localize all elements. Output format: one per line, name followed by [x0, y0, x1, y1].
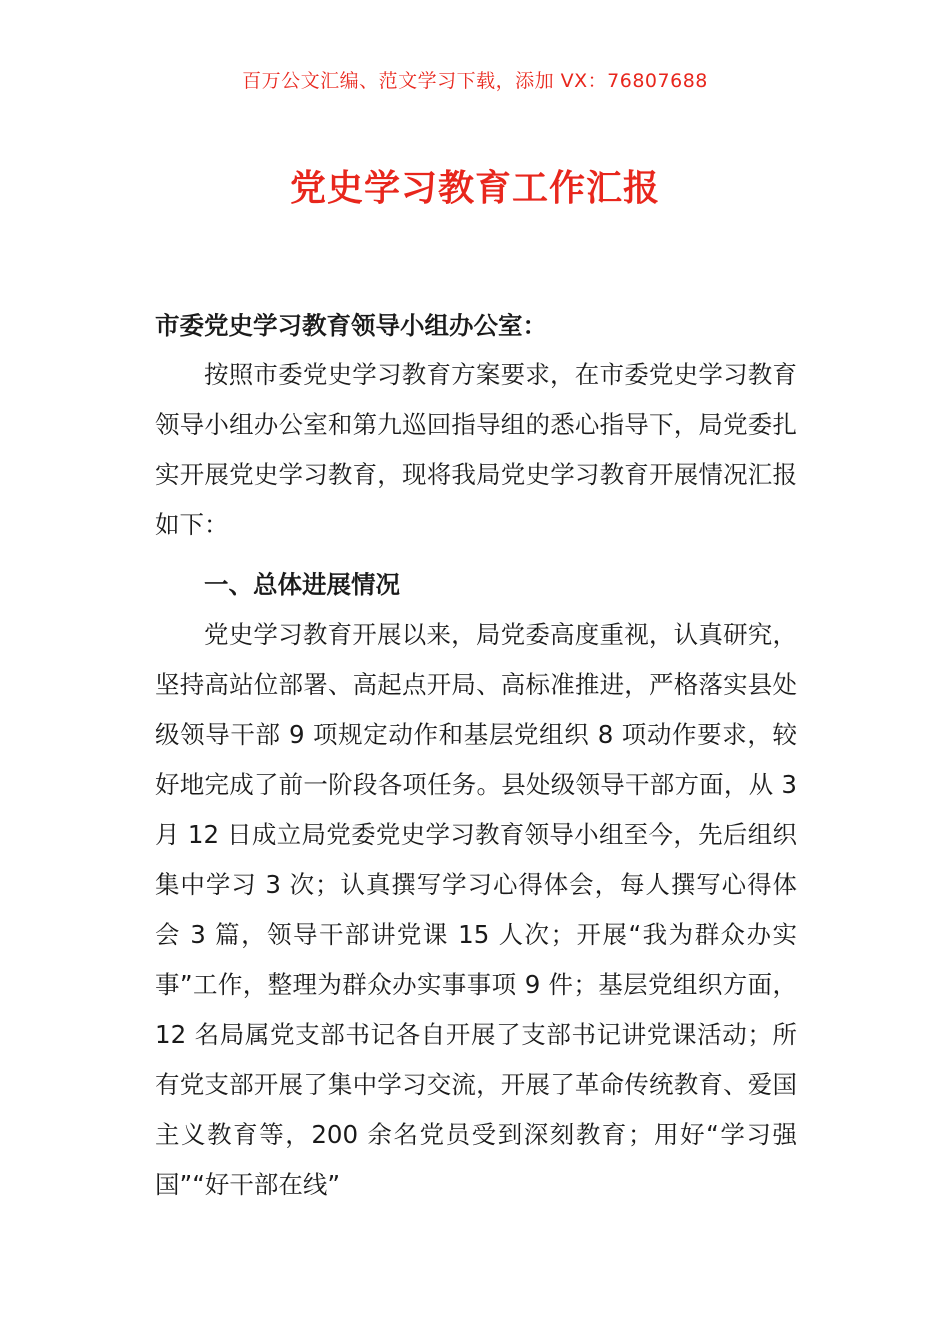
watermark-header: 百万公文汇编、范文学习下载，添加 VX：76807688 — [242, 70, 708, 92]
document-body — [155, 302, 797, 1210]
salutation: 市委党史学习教育领导小组办公室： — [155, 311, 547, 340]
section-1-paragraph: 党史学习教育开展以来，局党委高度重视，认真研究，坚持高站位部署、高起点开局、高标准推进，严格落实县处级领导干部 9 项规定动作和基层党组织 8 项动作要求，较好地完成了前一阶段各项任务。县处级领导干部方面，从 3 月 12 日成立局党委党史学习教育领导小组至今，先后组织集中学习 3 次；认真撰写学习心得体会，每人撰写心得体会 3 篇，领导干部讲党课 15 人次；开展“我为群众办实事”工作，整理为群众办实事事项 9 件；基层党组织方面，12 名局属党支部书记各自开展了支部书记讲党课活动；所有党支部开展了集中学习交流，开展了革命传统教育、爱国主义教育等，200 余名党员受到深刻教育；用好“学习强国”“好干部在线” — [155, 620, 797, 1199]
intro-paragraph: 按照市委党史学习教育方案要求，在市委党史学习教育领导小组办公室和第九巡回指导组的悉心指导下，局党委扎实开展党史学习教育，现将我局党史学习教育开展情况汇报如下： — [155, 360, 797, 539]
document-title: 党史学习教育工作汇报 — [289, 168, 660, 209]
section-heading-1: 一、总体进展情况 — [204, 570, 400, 599]
